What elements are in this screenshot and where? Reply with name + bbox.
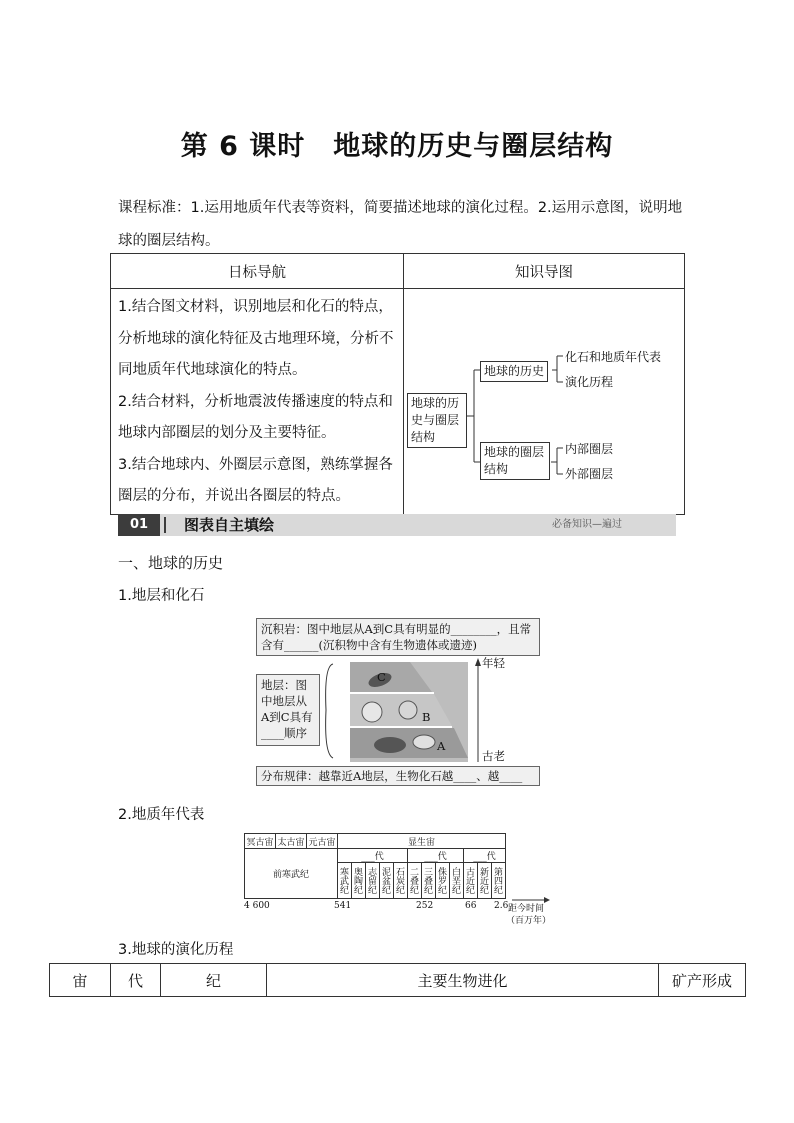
- eon-cell: 太古宙: [276, 834, 307, 849]
- goal-item: 2.结合材料，分析地震波传播速度的特点和地球内部圈层的划分及主要特征。: [118, 393, 393, 441]
- sedimentary-note: 沉积岩：图中地层从A到C具有明显的________，且常含有______(沉积物中含有生物遗体或遗迹): [261, 622, 532, 652]
- mindmap-root: 地球的历史与圈层结构: [407, 393, 467, 448]
- subsection-heading: 3.地球的演化历程: [118, 942, 234, 958]
- section-band: [118, 514, 676, 536]
- section-number: 01: [118, 514, 160, 536]
- fossil-trilobite: [374, 737, 406, 753]
- period-cell: 泥盆纪: [380, 867, 390, 894]
- goal-header: 日标导航: [111, 254, 404, 289]
- layer-a: [350, 728, 468, 758]
- evo-header: 代: [111, 964, 161, 997]
- layer-label-b: B: [422, 710, 431, 724]
- brace-left: [326, 664, 333, 758]
- layer-label-a: A: [437, 739, 446, 753]
- mindmap-leaf: 演化历程: [565, 375, 614, 389]
- tick-label: 4 600: [244, 901, 270, 911]
- axis-label: 距今时间: [508, 904, 545, 914]
- mindmap-leaf: 内部圈层: [565, 442, 614, 456]
- period-cell: 白垩纪: [450, 867, 460, 894]
- section-heading: 一、地球的历史: [118, 554, 224, 572]
- goal-item: 1.结合图文材料，识别地层和化石的特点，分析地球的演化特征及古地理环境，分析不同地质年代地球演化的特点。: [118, 299, 394, 378]
- mindmap-leaf: 外部圈层: [565, 467, 614, 481]
- layer-label-c: C: [377, 670, 386, 684]
- period-cell: 志留纪: [366, 867, 376, 894]
- mindmap-leaf: 化石和地质年代表: [565, 350, 662, 364]
- period-cell: 二叠纪: [408, 867, 418, 894]
- tick-label: 541: [334, 901, 352, 911]
- era-cell: ___代: [408, 849, 464, 863]
- mindmap-branch-spheres: 地球的圈层结构: [480, 442, 550, 480]
- evo-header: 宙: [50, 964, 111, 997]
- tick-label: 2.6: [494, 901, 509, 911]
- mindmap-branch-history: 地球的历史: [480, 361, 548, 382]
- goal-item: 3.结合地球内、外圈层示意图，熟练掌握各圈层的分布，并说出各圈层的特点。: [118, 456, 393, 504]
- distribution-note-box: [256, 766, 540, 786]
- subsection-heading: 2.地质年代表: [118, 807, 205, 823]
- fossil-ammonite: [399, 701, 417, 719]
- band-divider: [164, 517, 166, 533]
- mindmap: [405, 290, 683, 506]
- evo-header: 主要生物进化: [267, 964, 659, 997]
- period-cell: 新近纪: [478, 867, 488, 894]
- section-tagline: 必备知识—遍过: [552, 519, 622, 530]
- sedimentary-note-box: [256, 618, 540, 656]
- old-label: 古老: [482, 749, 505, 763]
- tick-label: 66: [465, 901, 477, 911]
- section-label: 图表自主填绘: [184, 516, 275, 534]
- time-axis-arrow: [512, 896, 552, 904]
- strata-figure: [256, 618, 540, 786]
- fossil-a: [413, 735, 435, 749]
- period-cell: 古近纪: [464, 867, 474, 894]
- mindmap-header: 知识导图: [404, 254, 685, 289]
- period-cell: 奥陶纪: [352, 867, 362, 894]
- eon-cell: 冥古宙: [245, 834, 276, 849]
- goal-table: [110, 253, 685, 515]
- period-cell: 寒武纪: [338, 867, 348, 894]
- distribution-note: 分布规律：越靠近A地层，生物化石越____、越____: [261, 769, 523, 783]
- axis-unit: （百万年）: [506, 916, 552, 926]
- era-cell: ___代: [338, 849, 408, 863]
- goal-list: [111, 289, 404, 515]
- strata-note-box: [256, 674, 320, 746]
- eon-cell: 显生宙: [338, 834, 506, 849]
- evo-header: 矿产形成: [659, 964, 746, 997]
- tick-label: 252: [416, 901, 434, 911]
- evolution-table: [49, 963, 746, 997]
- page-title: 第 6 课时 地球的历史与圈层结构: [180, 131, 614, 162]
- geologic-time-table: [244, 833, 506, 899]
- eon-cell: 元古宙: [307, 834, 338, 849]
- precambrian-cell: 前寒武纪: [245, 849, 338, 899]
- period-cell: 侏罗纪: [436, 867, 446, 894]
- mindmap-cell: [404, 289, 685, 515]
- period-cell: 石炭纪: [394, 867, 404, 894]
- young-label: 年轻: [482, 656, 505, 670]
- period-cell: 第四纪: [492, 867, 502, 894]
- curriculum-standard: 课程标准：1.运用地质年代表等资料，简要描述地球的演化过程。2.运用示意图，说明地球的圈层结构。: [118, 200, 683, 249]
- fossil-shell: [362, 702, 382, 722]
- era-cell: ___代: [464, 849, 506, 863]
- strata-note: 地层：图中地层从A到C具有____顺序: [261, 678, 313, 740]
- evo-header: 纪: [161, 964, 267, 997]
- subsection-heading: 1.地层和化石: [118, 588, 205, 604]
- period-cell: 三叠纪: [422, 867, 432, 894]
